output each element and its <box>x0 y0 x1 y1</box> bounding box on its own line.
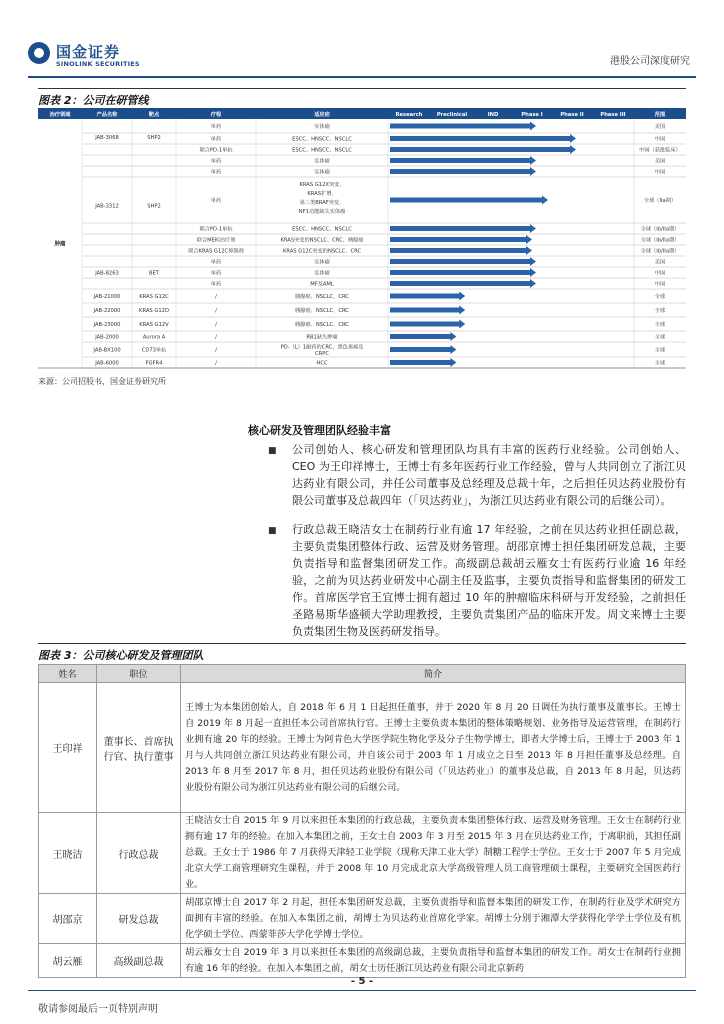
therapy-cell: 联合MEKi治疗剂 <box>196 237 236 244</box>
progress-arrow-icon <box>459 320 465 329</box>
scope-cell: 中国 <box>654 270 666 277</box>
indication-cell: 实体瘤 <box>314 124 330 130</box>
member-intro: 胡邵京博士自 2017 年 2 月起，担任本集团研发总裁，主要负责指导和监督本集团的研发工作，在制药行业及学术研究方面拥有丰富的经验。在加入本集团之前，胡博士为贝达药业首席化学家。胡博士分别于湘潭大学获得化学学士学位及有机化学硕士学位、西蒙菲莎大学化学博士学位。 <box>181 894 686 944</box>
indication-cell: 实体瘤 <box>314 158 330 165</box>
product-name: JAB-6000 <box>95 360 119 367</box>
indication-cell: 第三类BRAF突变、 <box>299 200 345 206</box>
progress-arrow-icon <box>459 306 465 315</box>
product-name: JAB-23000 <box>93 322 121 328</box>
table-row <box>39 894 686 944</box>
indication-cell: ESCC、HNSCC、NSCLC <box>292 147 352 154</box>
progress-bar <box>390 124 531 129</box>
member-name: 胡邵京 <box>39 894 97 944</box>
product-name: JAB-3312 <box>95 203 119 210</box>
report-type: 港股公司深度研究 <box>610 56 690 67</box>
therapy-cell: 单药 <box>210 281 222 288</box>
scope-cell: 全球（IIa期） <box>643 198 677 204</box>
pipeline-table <box>38 108 686 373</box>
indication-cell: KRAS G12C突变的NSCLC、CRC <box>282 248 362 255</box>
paragraph-founder: 公司创始人、核心研发和管理团队均具有丰富的医药行业经验。公司创始人、CEO 为王印祥博士，王博士有多年医药行业工作经验，曾与人共同创立了浙江贝达药业有限公司，并任公司董事及总经理及总裁十年，之后担任贝达药业股份有限公司董事及总裁四年（「贝达药业」，为浙江贝达药业有限公司的后继公司）。 <box>292 443 686 507</box>
target-name: KRAS G12D <box>139 308 169 314</box>
target-name: FGFR4 <box>145 360 163 367</box>
indication-cell: ESCC、HNSCC、NSCLC <box>292 226 352 233</box>
indication-cell: PD-（L）1耐药的CRC、黑色素瘤及 <box>280 344 364 351</box>
target-name: SHP2 <box>147 135 161 141</box>
disclaimer-note: 敬请参阅最后一页特别声明 <box>38 1004 158 1015</box>
progress-arrow-icon <box>530 156 536 165</box>
pipeline-header-cell: Phase I <box>521 112 543 118</box>
indication-cell: 胰腺癌、NSCLC、CRC <box>295 308 349 314</box>
product-name: JAB-3068 <box>95 135 119 141</box>
indication-cell: KRAS G12X突变、 <box>299 182 345 188</box>
therapy-cell: / <box>215 308 217 314</box>
therapy-cell: 单药 <box>210 169 222 176</box>
therapy-cell: 单药 <box>210 259 222 266</box>
progress-bar <box>390 237 527 242</box>
scope-cell: 中国 <box>654 169 666 176</box>
scope-cell: 全球（Ib/IIa期） <box>640 248 680 255</box>
header-divider <box>28 76 696 78</box>
progress-bar <box>390 270 531 275</box>
member-intro: 王晓洁女士自 2015 年 9 月以来担任本集团的行政总裁，主要负责本集团整体行政、运营及财务管理。王女士在制药行业拥有逾 17 年的经验。在加入本集团之前，王女士自 2003 年 3 月至 2015 年 3 月在贝达药业工作，于离职前，其担任副总裁。王女士于 1986 年 7 月获得天津轻工业学院（现称天津工业大学）制糖工程学士学位。王女士于 2007 年 5 月完成北京大学工商管理研究生课程，并于 2008 年 10 月完成北京大学高级管理人员工商管理硕士课程，主要研究全国医药行业。 <box>181 813 686 894</box>
product-name: JAB-2000 <box>95 334 119 341</box>
progress-bar <box>390 347 451 352</box>
table-row <box>39 683 686 813</box>
target-name: CD73单抗 <box>141 347 167 354</box>
scope-cell: 全球 <box>654 308 666 314</box>
progress-bar <box>390 158 531 163</box>
pipeline-header-cell: IND <box>487 112 499 118</box>
indication-cell: 实体瘤 <box>314 169 330 176</box>
target-name: BET <box>148 270 160 277</box>
progress-bar <box>390 294 460 299</box>
pipeline-header-cell: Preclinical <box>436 112 468 118</box>
product-name: JAB-22000 <box>93 308 121 314</box>
product-name: JAB-8263 <box>95 270 119 277</box>
member-position: 高级副总裁 <box>97 944 181 978</box>
pipeline-header-bg <box>38 108 686 119</box>
header-position: 职位 <box>97 665 181 683</box>
scope-cell: 全球 <box>654 334 666 341</box>
progress-bar <box>390 281 531 286</box>
figure2-source: 来源：公司招股书，国金证券研究所 <box>38 377 166 386</box>
figure3-title: 图表 3：公司核心研发及管理团队 <box>38 649 204 662</box>
progress-arrow-icon <box>450 358 456 367</box>
progress-arrow-icon <box>450 345 456 354</box>
progress-arrow-icon <box>530 122 536 131</box>
bullet-icon: ■ <box>268 526 277 536</box>
therapy-cell: 单药 <box>210 136 222 143</box>
bullet-icon: ■ <box>268 446 277 456</box>
scope-cell: 全球（Ib/IIa期） <box>640 226 680 233</box>
target-name: Aurora A <box>142 334 166 341</box>
progress-bar <box>390 248 527 253</box>
scope-cell: 中国（获批临床） <box>639 147 681 154</box>
progress-bar <box>390 259 531 264</box>
progress-arrow-icon <box>530 279 536 288</box>
progress-bar <box>390 226 531 231</box>
pipeline-header-cell: 靶点 <box>148 112 160 118</box>
therapy-cell: 联合KRAS G12C抑制剂 <box>188 248 244 255</box>
pipeline-header-cell: Phase III <box>600 112 626 118</box>
progress-arrow-icon <box>530 167 536 176</box>
table-row <box>39 813 686 894</box>
scope-cell: 全球 <box>654 360 666 367</box>
member-name: 王印祥 <box>39 683 97 813</box>
therapy-cell: 联合PD-1单抗 <box>199 147 233 154</box>
progress-bar <box>390 198 543 203</box>
indication-cell: HCC <box>316 360 328 367</box>
therapy-cell: / <box>215 347 217 354</box>
therapy-cell: / <box>215 334 217 341</box>
brand-logo-icon <box>28 42 50 64</box>
progress-bar <box>390 308 460 313</box>
scope-cell: 全球 <box>654 322 666 328</box>
target-name: SHP2 <box>147 203 161 210</box>
figure3-top-rule <box>38 643 686 644</box>
indication-cell: NF1功能缺失实体瘤 <box>298 209 346 215</box>
therapy-cell: 单药 <box>210 270 222 277</box>
header-intro: 简介 <box>181 665 686 683</box>
member-intro: 王博士为本集团创始人，自 2018 年 6 月 1 日起担任董事，并于 2020 年 8 月 20 日调任为执行董事及董事长。王博士自 2019 年 8 月起一直担任本公司首席执行官。王博士主要负责本集团的整体策略规划、业务指导及运营管理，在制药行业拥有逾 20 年的经验。王博士为阿肯色大学医学院生物化学及分子生物学博士，即者大学博士后，王博士于 2003 年 1 月与人共同创立浙江贝达药业有限公司，并自该公司于 2003 年 1 月成立之日至 2013 年 8 月担任董事及总经理。自 2013 年 8 月至 2017 年 8 月，担任贝达药业股份有限公司（「贝达药业」）的董事及总裁，自 2013 年 8 月起，贝达药业股份有限公司为浙江贝达药业有限公司的后继公司。 <box>181 683 686 813</box>
progress-bar <box>390 169 531 174</box>
indication-cell: MF及AML <box>310 281 334 288</box>
member-position: 行政总裁 <box>97 813 181 894</box>
section-title: 核心研发及管理团队经验丰富 <box>248 424 391 437</box>
therapy-cell: / <box>215 322 217 328</box>
pipeline-header-cell: 产品名称 <box>96 112 118 118</box>
pipeline-header-cell: 疗程 <box>210 112 222 118</box>
indication-cell: 胰腺癌、NSCLC、CRC <box>295 294 349 300</box>
therapy-cell: 单药 <box>210 124 222 130</box>
member-name: 王晓洁 <box>39 813 97 894</box>
brand-name-cn: 国金证券 <box>56 43 121 61</box>
target-name: KRAS G12V <box>139 322 169 328</box>
scope-cell: 全球（Ib/IIa期） <box>640 237 680 244</box>
progress-bar <box>390 334 451 339</box>
therapy-cell: 联合PD-1单抗 <box>199 226 233 233</box>
target-name: KRAS G12C <box>139 294 169 300</box>
member-position: 研发总裁 <box>97 894 181 944</box>
page-number: - 5 - <box>350 976 374 987</box>
scope-cell: 全球 <box>654 294 666 300</box>
scope-cell: 中国 <box>654 136 666 143</box>
indication-cell: ESCC、HNSCC、NSCLC <box>292 136 352 143</box>
pipeline-header-cell: Phase II <box>560 112 584 118</box>
scope-cell: 全球 <box>654 347 666 354</box>
therapeutic-area-label: 肿瘤 <box>54 241 66 248</box>
progress-arrow-icon <box>530 268 536 277</box>
table-row <box>39 944 686 978</box>
progress-arrow-icon <box>542 196 548 205</box>
indication-cell: KRAS突变的NSCLC、CRC、胰腺癌 <box>280 237 364 244</box>
scope-cell: 美国 <box>654 124 666 130</box>
product-name: JAB-21000 <box>93 294 121 300</box>
indication-cell: KRAS扩增、 <box>307 191 337 197</box>
progress-bar <box>390 147 571 152</box>
therapy-cell: 单药 <box>210 198 222 204</box>
scope-cell: 美国 <box>654 259 666 266</box>
pipeline-header-cell: 适应症 <box>314 112 330 118</box>
brand-name-en: SINOLINK SECURITIES <box>56 60 140 68</box>
progress-bar <box>390 360 451 365</box>
progress-arrow-icon <box>450 332 456 341</box>
pipeline-header-cell: 治疗领域 <box>49 112 71 118</box>
indication-cell: 实体瘤 <box>314 259 330 266</box>
progress-bar <box>390 322 460 327</box>
figure2-title: 图表 2：公司在研管线 <box>38 94 149 107</box>
therapy-cell: 单药 <box>210 158 222 165</box>
member-name: 胡云雁 <box>39 944 97 978</box>
scope-cell: 中国 <box>654 281 666 288</box>
progress-arrow-icon <box>570 134 576 143</box>
progress-arrow-icon <box>530 224 536 233</box>
therapy-cell: / <box>215 294 217 300</box>
progress-arrow-icon <box>526 246 532 255</box>
paragraph-management: 行政总裁王晓洁女士在制药行业有逾 17 年经验，之前在贝达药业担任副总裁，主要负责集团整体行政、运营及财务管理。胡邵京博士担任集团研发总裁，主要负责指导和监督集团研发工作。高级副总裁胡云雁女士有医药行业逾 16 年经验，之前为贝达药业研发中心副主任及监事，主要负责指导和监督集团的研发工作。首席医学官王宜博士拥有超过 10 年的肿瘤临床科研与开发经验，之前担任圣路易斯华盛顿大学助理教授，主要负责集团产品的临床开发。周文来博士主要负责集团生物及医药研发指导。 <box>292 523 686 638</box>
header-name: 姓名 <box>39 665 97 683</box>
progress-arrow-icon <box>570 145 576 154</box>
scope-cell: 美国 <box>654 158 666 165</box>
indication-cell: 实体瘤 <box>314 270 330 277</box>
progress-arrow-icon <box>526 235 532 244</box>
member-position: 董事长、首席执行官、执行董事 <box>97 683 181 813</box>
team-table-header <box>39 665 686 683</box>
team-table <box>38 664 686 978</box>
progress-arrow-icon <box>530 257 536 266</box>
product-name: JAB-BX100 <box>93 347 121 354</box>
pipeline-header-cell: Research <box>395 112 423 118</box>
pipeline-header-cell: 范围 <box>654 112 666 118</box>
indication-cell: RB1缺失肿瘤 <box>306 334 338 341</box>
indication-cell: 胰腺癌、NSCLC、CRC <box>295 322 349 328</box>
progress-bar <box>390 136 571 141</box>
footer-divider <box>28 990 696 991</box>
figure2-top-rule <box>38 88 686 89</box>
therapy-cell: / <box>215 360 217 367</box>
indication-cell: CRPC <box>315 351 329 357</box>
progress-arrow-icon <box>459 292 465 301</box>
member-intro: 胡云雁女士自 2019 年 3 月以来担任本集团的高级副总裁，主要负责指导和监督本集团的研发工作。胡女士在制药行业拥有逾 16 年的经验。在加入本集团之前，胡女士历任浙江贝达药业有限公司北京新药 <box>181 944 686 978</box>
